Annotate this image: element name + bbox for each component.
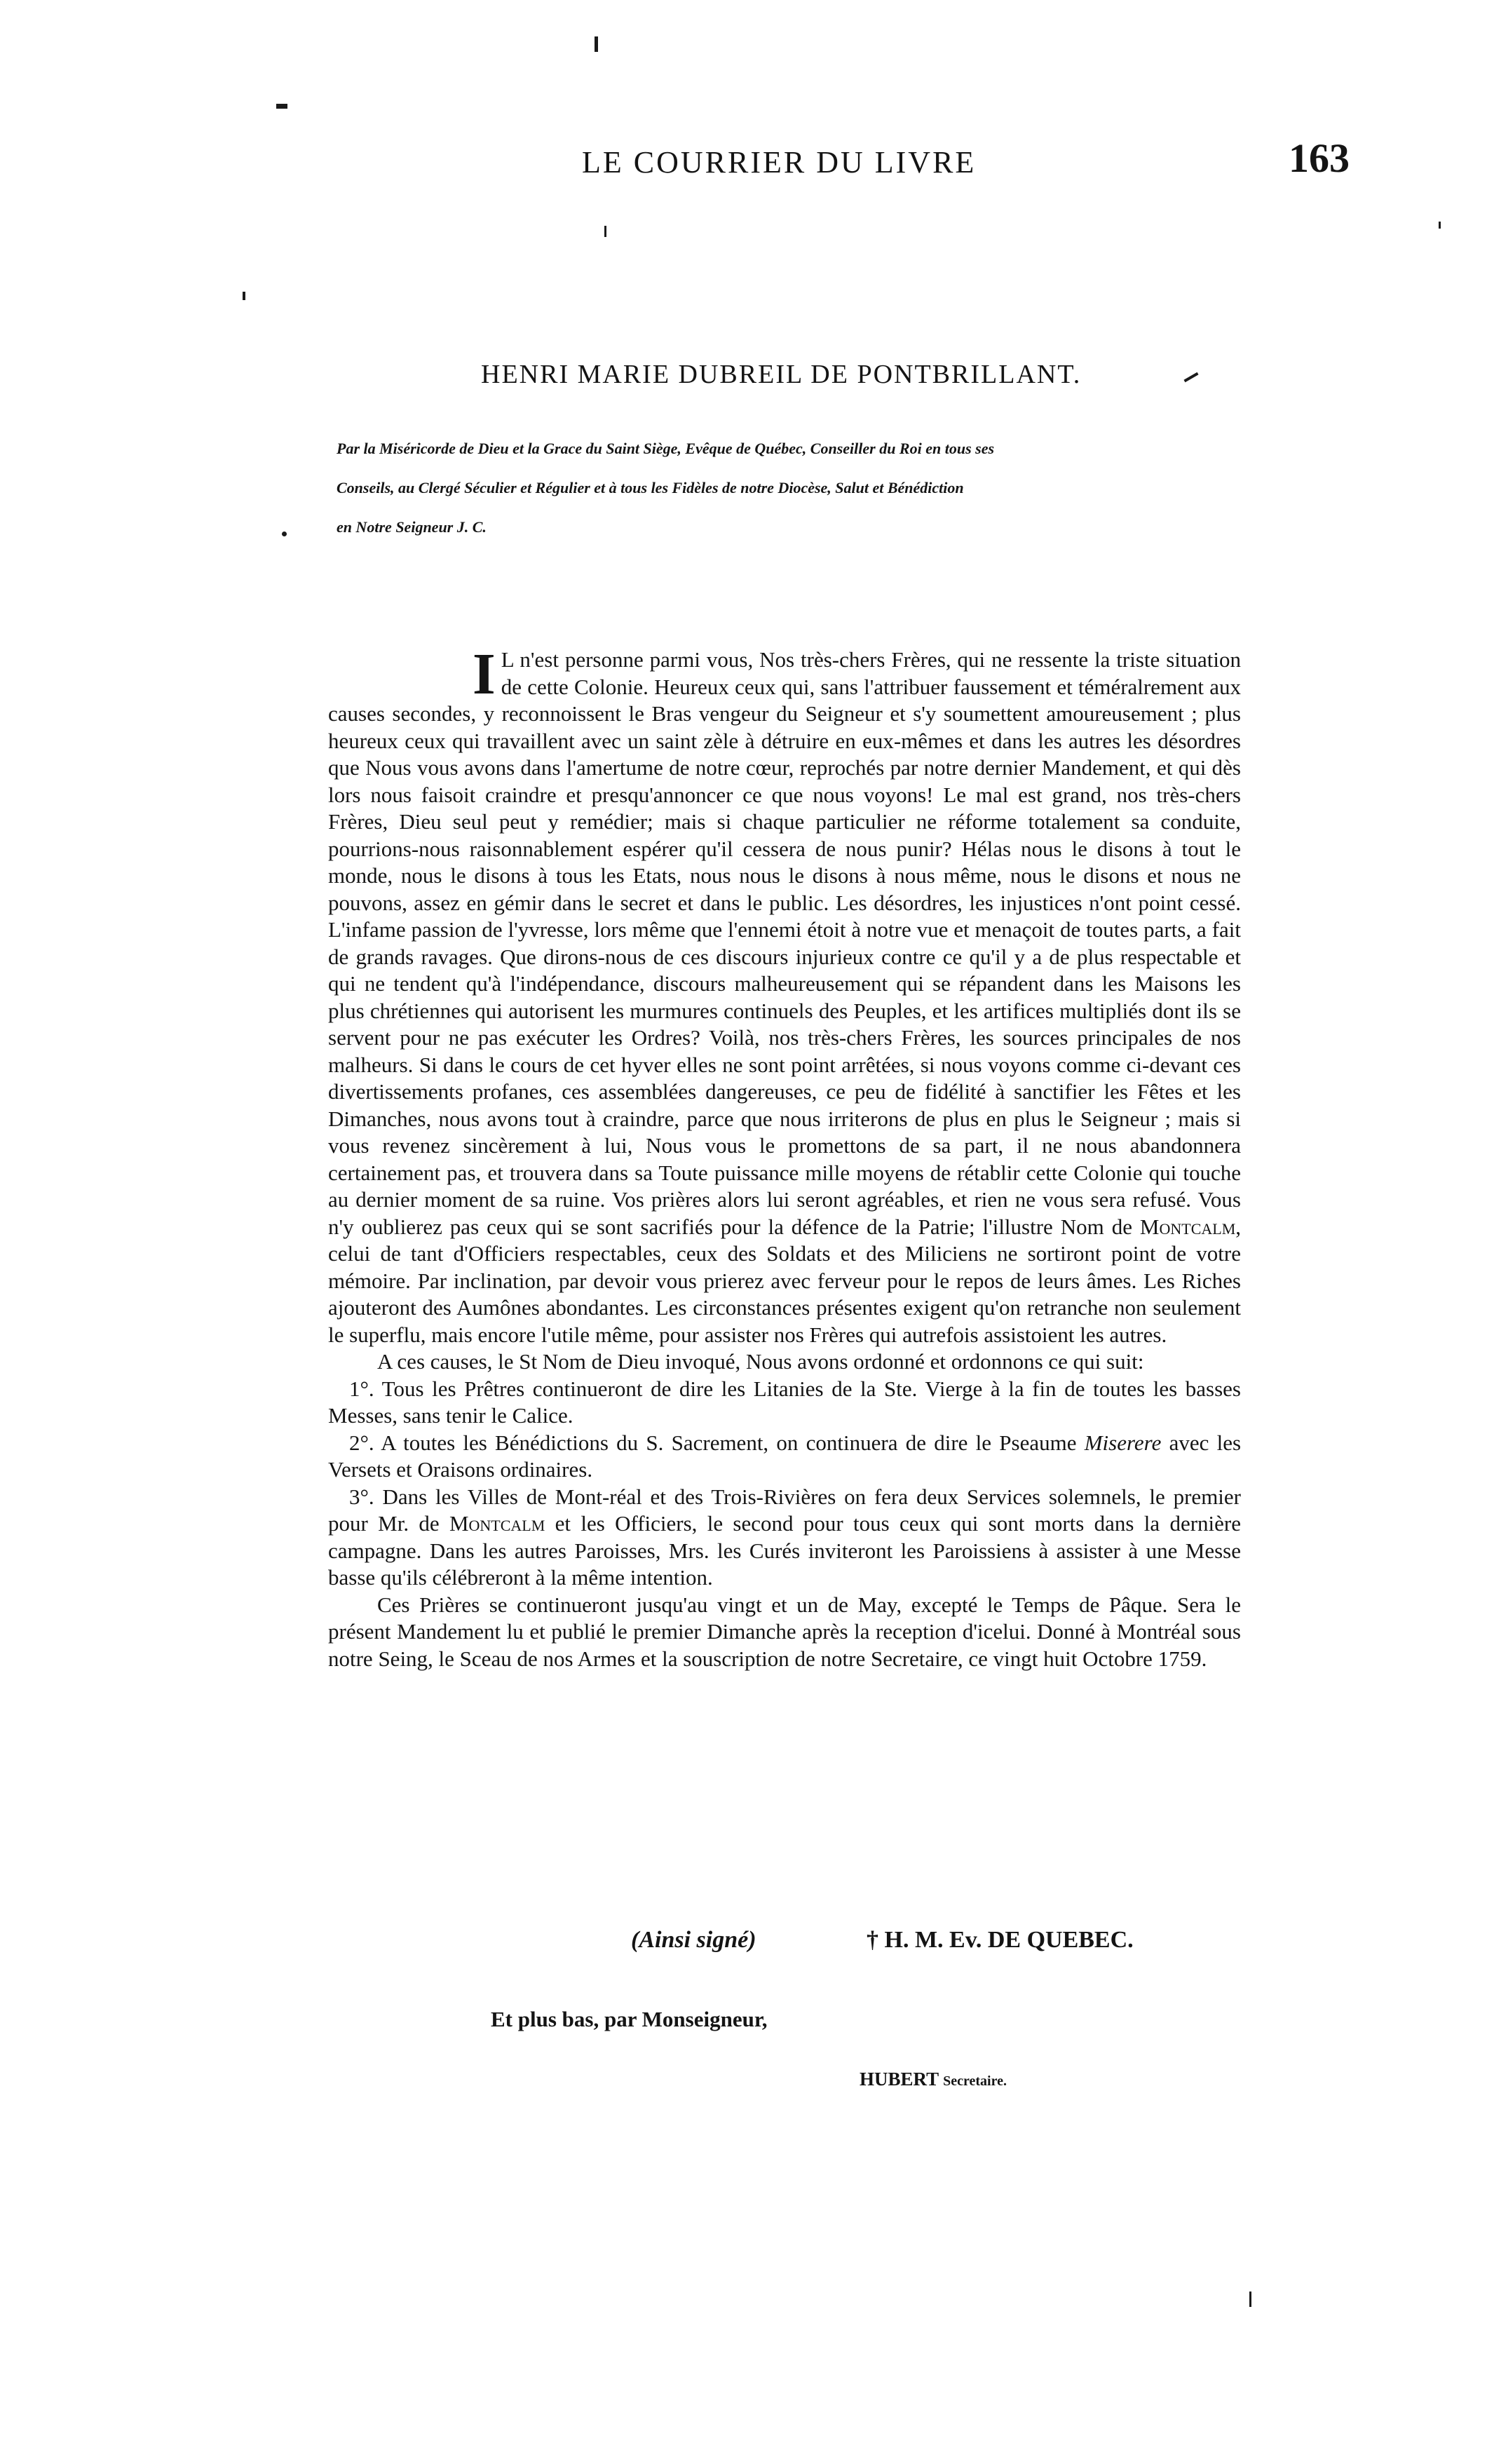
mandement-intitule xyxy=(337,429,1248,547)
intitule-line: Conseils, au Clergé Séculier et Régulier et à tous les Fidèles de notre Diocèse, Salut et Bénédiction xyxy=(337,479,964,496)
drop-cap: I xyxy=(473,642,496,707)
scan-speck xyxy=(1249,2292,1251,2307)
scan-speck xyxy=(604,226,606,237)
paragraph-closing: Ces Prières se continueront jusqu'au vingt et un de May, excepté le Temps de Pâque. Sera le présent Mandement lu et publié le premier Dimanche après la reception d'icelui. Donné à Montréal sous notre Seing, le Sceau de nos Armes et la souscription de notre Secretaire, ce vingt huit Octobre 1759. xyxy=(328,1592,1241,1671)
mandement-body xyxy=(328,642,1242,1672)
secretary-name: HUBERT xyxy=(860,2069,939,2090)
scan-speck xyxy=(243,292,245,300)
ordinance-item-2 xyxy=(328,1430,1241,1484)
running-header xyxy=(0,135,1487,191)
scan-speck xyxy=(1439,222,1441,229)
bishop-signature: † H. M. Ev. DE QUEBEC. xyxy=(867,1927,1134,1953)
item-miserere: Miserere xyxy=(1084,1430,1162,1455)
paragraph-text: L n'est personne parmi vous, Nos très-chers Frères, qui ne ressente la triste situation de cette Colonie. Heureux ceux qui, sans l'attribuer faussement et téméralrement aux causes secondes, y reconnoissent le Bras vengeur du Seigneur et s'y soumettent amoureusement ; plus heureux ceux qui travaillent avec un saint zèle à détruire en eux-mêmes et dans les autres les désordres que Nous vous avons dans l'amertume de notre cœur, reprochés par notre dernier Mandement, et qui dès lors nous faisoit craindre et presqu'annoncer ce que nous voyons! Le mal est grand, nos très-chers Frères, Dieu seul peut y remédier; mais si chaque particulier ne réforme totalement sa conduite, pourrions-nous raisonnablement espérer qu'il cessera de nous punir? Hélas nous le disons à tout le monde, nous le disons à tous les Etats, nous nous le disons à nous même, nous le disons et nous ne pouvons, assez en gémir dans le secret et dans le public. Les désordres, les injustices n'ont point cessé. L'infame passion de l'yvresse, lors même que l'ennemi étoit à notre vue et menaçoit de toutes parts, a fait de grands ravages. Que dirons-nous de ces discours injurieux contre ce qu'il y a de plus respectable et qui ne tendent qu'à l'indépendance, discours malheureusement qui se répandent dans les Maisons les plus chrétiennes qui autorisent les murmures continuels des Peuples, et les artifices multipliés dont ils se servent pour ne pas exécuter les Ordres? Voilà, nos très-chers Frères, les sources principales de nos malheurs. Si dans le cours de cet hyver elles ne sont point arrêtées, si nous voyons comme ci-devant ces divertissements profanes, ces assemblées dangereuses, ce peu de fidélité à sanctifier les Fêtes et les Dimanches, nous avons tout à craindre, parce que nous irriterons de plus en plus le Seigneur ; mais si vous revenez sincèrement à lui, Nous vous le promettons de sa part, il ne nous abandonnera certainement pas, et trouvera dans sa Toute puissance mille moyens de rétablir cette Colonie qui touche au dernier moment de sa ruine. Vos prières alors lui seront agréables, et rien ne vous sera refusé. Vous n'y oublierez pas ceux qui se sont sacrifiés pour la défence de la Patrie; l'illustre Nom de xyxy=(328,647,1241,1239)
item-text: 2°. A toutes les Bénédictions du S. Sacrement, on continuera de dire le Pseaume xyxy=(349,1430,1077,1455)
scan-speck xyxy=(595,36,598,52)
running-title: LE COURRIER DU LIVRE xyxy=(582,145,977,180)
paragraph-causes: A ces causes, le St Nom de Dieu invoqué, Nous avons ordonné et ordonnons ce qui suit: xyxy=(377,1349,1144,1374)
intitule-line: Par la Miséricorde de Dieu et la Grace du Saint Siège, Evêque de Québec, Conseiller du Roi en tous ses xyxy=(337,440,995,457)
signature-note: (Ainsi signé) xyxy=(631,1927,756,1953)
scan-speck xyxy=(282,532,287,536)
item-text: et les Officiers, le second pour tous ceux qui sont morts dans la dernière campagne. Dans les autres Paroisses, Mrs. les Curés inviteront les Paroissiens à assister à une Messe basse qu'ils célébreront à la même intention. xyxy=(328,1511,1242,1590)
scan-speck xyxy=(276,104,287,109)
ordinance-item-3 xyxy=(328,1484,1241,1592)
intitule-line: en Notre Seigneur J. C. xyxy=(337,518,487,536)
ordinance-item-1: 1°. Tous les Prêtres continueront de dire les Litanies de la Ste. Vierge à la fin de toutes les basses Messes, sans tenir le Calice. xyxy=(328,1376,1241,1428)
countersign-line: Et plus bas, par Monseigneur, xyxy=(491,2007,768,2031)
item-text: avec les Versets et Oraisons ordinaires. xyxy=(328,1430,1242,1482)
paragraph-text: , celui de tant d'Officiers respectables, ceux des Soldats et des Miliciens ne sortiront point de votre mémoire. Par inclination, par devoir vous prierez avec ferveur pour le repos de leurs âmes. Les Riches ajouteront des Aumônes abondantes. Les circonstances présentes exigent qu'on retranche non seulement le superflu, mais encore l'utile même, pour assister nos Frères qui autrefois assistoient les autres. xyxy=(328,1214,1242,1347)
mandement-title: HENRI MARIE DUBREIL DE PONTBRILLANT. xyxy=(481,360,1082,389)
secretary-signature xyxy=(860,2069,1007,2090)
name-montcalm: Montcalm xyxy=(449,1511,545,1536)
signature-line xyxy=(0,1927,1487,1969)
page-number: 163 xyxy=(1289,135,1350,181)
name-montcalm: Montcalm xyxy=(1139,1214,1236,1239)
paragraph-opening xyxy=(328,642,1242,1348)
scan-speck xyxy=(1183,372,1198,382)
secretary-role: Secretaire. xyxy=(943,2073,1007,2089)
item-text: 3°. Dans les Villes de Mont-réal et des Trois-Rivières on fera deux Services solemnels, le premier pour Mr. de xyxy=(328,1484,1241,1536)
